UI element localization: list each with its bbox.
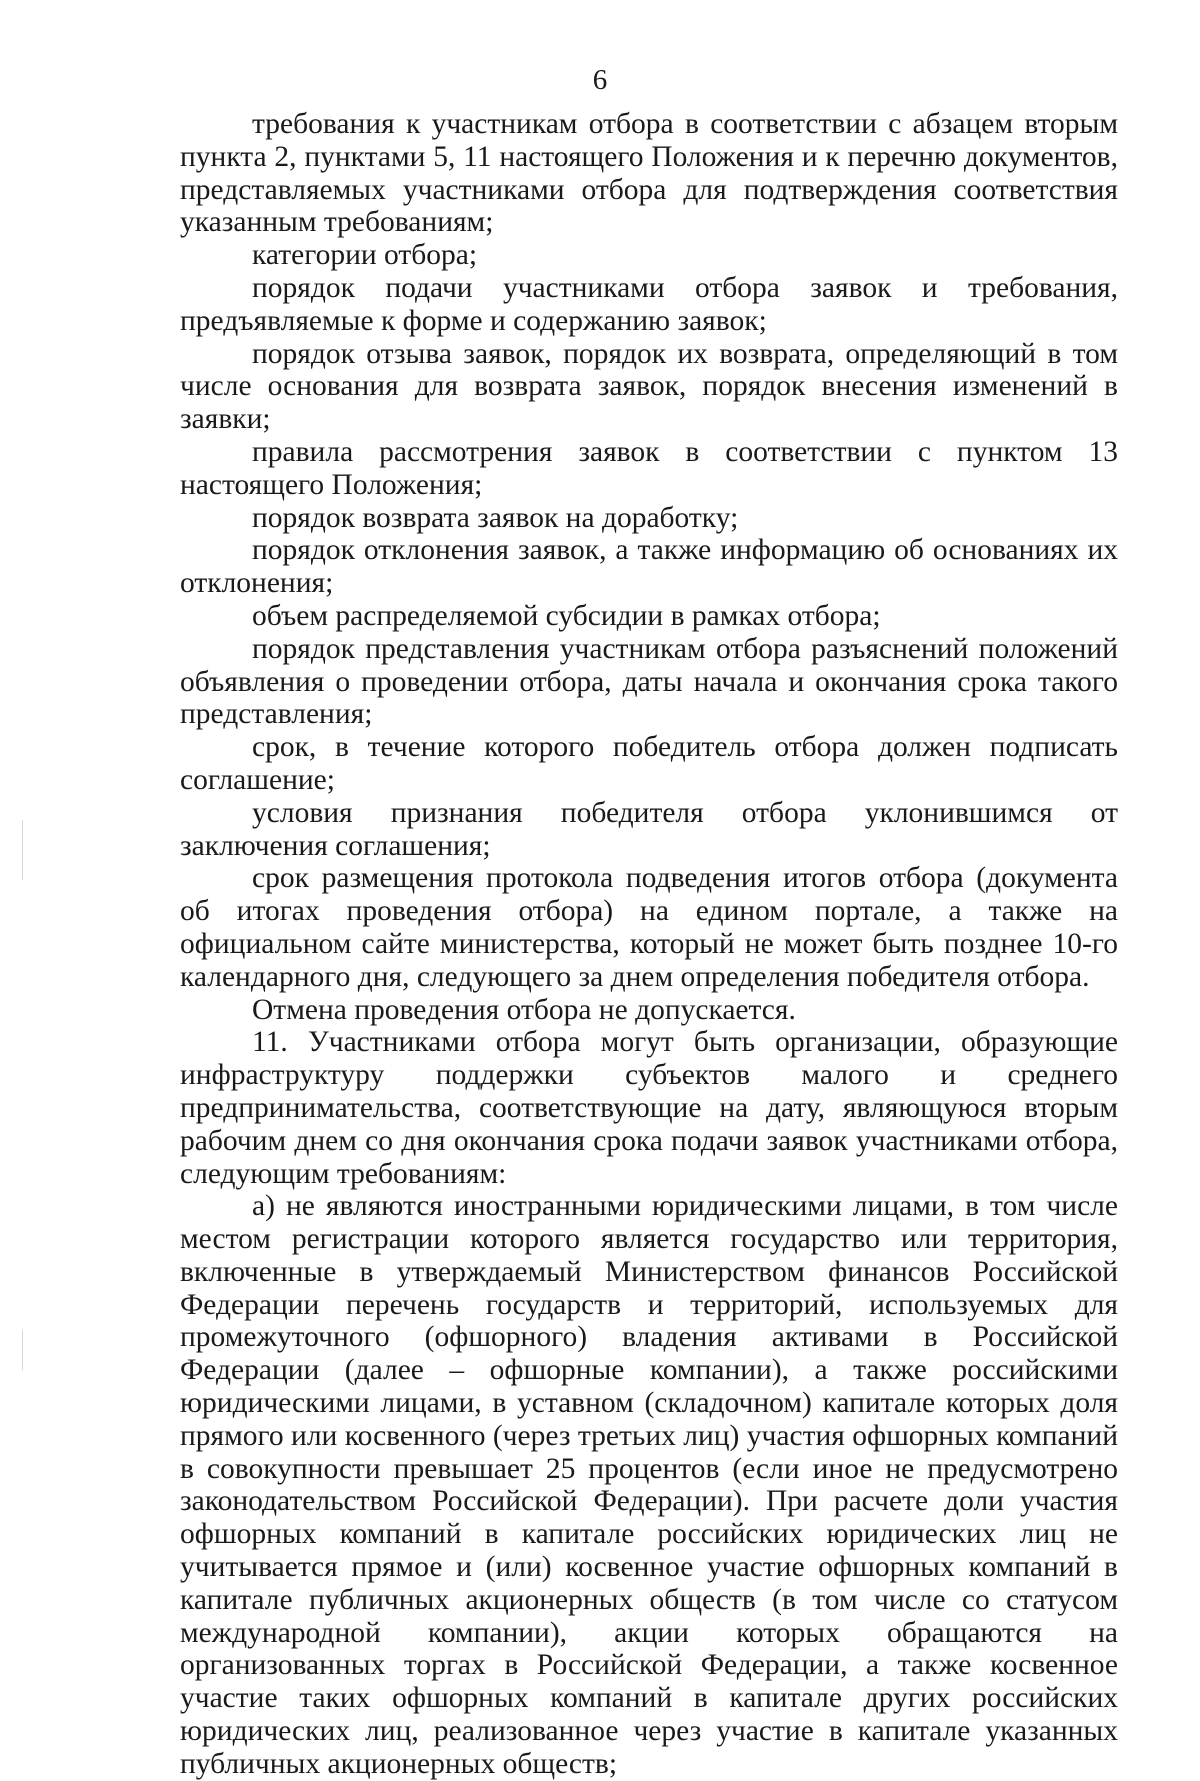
paragraph: а) не являются иностранными юридическими лицами, в том числе местом регистрации которого является государство или территория, включенные в утверждаемый Министерством финансов Российской Федерации перечень государств и территорий, используемых для промежуточного (офшорного) владения активами в Российской Федерации (далее – офшорные компании), а также российскими юридическими лицами, в уставном (складочном) капитале которых доля прямого или косвенного (через третьих лиц) участия офшорных компаний в совокупности превышает 25 процентов (если иное не предусмотрено законодательством Российской Федерации). При расчете доли участия офшорных компаний в капитале российских юридических лиц не учитывается прямое и (или) косвенное участие офшорных компаний в капитале публичных акционерных обществ (в том числе со статусом международной компании), акции которых обращаются на организованных торгах в Российской Федерации, а также косвенное участие таких офшорных компаний в капитале других российских юридических лиц, реализованное через участие в капитале указанных публичных акционерных обществ; [180, 1190, 1118, 1780]
paragraph: срок размещения протокола подведения итогов отбора (документа об итогах проведения отбора) на едином портале, а также на официальном сайте министерства, который не может быть позднее 10-го календарного дня, следующего за днем определения победителя отбора. [180, 862, 1118, 993]
paragraph: Отмена проведения отбора не допускается. [252, 993, 796, 1026]
paragraph: порядок возврата заявок на доработку; [252, 501, 739, 534]
paragraph: срок, в течение которого победитель отбора должен подписать соглашение; [180, 731, 1118, 796]
paragraph: 11. Участниками отбора могут быть организации, образующие инфраструктуру поддержки субъектов малого и среднего предпринимательства, соответствующие на дату, являющуюся вторым рабочим днем со дня окончания срока подачи заявок участниками отбора, следующим требованиям: [180, 1026, 1118, 1190]
paragraph: категории отбора; [252, 239, 478, 272]
paragraph: порядок представления участникам отбора разъяснений положений объявления о проведении отбора, даты начала и окончания срока такого представления; [180, 632, 1118, 731]
paragraph: требования к участникам отбора в соответствии с абзацем вторым пункта 2, пунктами 5, 11 настоящего Положения и к перечню документов, представляемых участниками отбора для подтверждения соответствия указанным требованиям; [180, 108, 1118, 239]
document-body [180, 108, 1118, 1781]
scan-artifact-line [22, 820, 23, 880]
page-number: 6 [592, 64, 608, 96]
paragraph: правила рассмотрения заявок в соответствии с пунктом 13 настоящего Положения; [180, 435, 1118, 501]
paragraph: порядок отзыва заявок, порядок их возврата, определяющий в том числе основания для возврата заявок, порядок внесения изменений в заявки; [180, 337, 1118, 436]
paragraph: порядок подачи участниками отбора заявок и требования, предъявляемые к форме и содержанию заявок; [180, 271, 1118, 337]
scan-artifact-line [22, 1330, 23, 1370]
paragraph: порядок отклонения заявок, а также информацию об основаниях их отклонения; [180, 534, 1118, 600]
paragraph: объем распределяемой субсидии в рамках отбора; [252, 599, 881, 632]
paragraph: условия признания победителя отбора уклонившимся от заключения соглашения; [180, 796, 1118, 862]
